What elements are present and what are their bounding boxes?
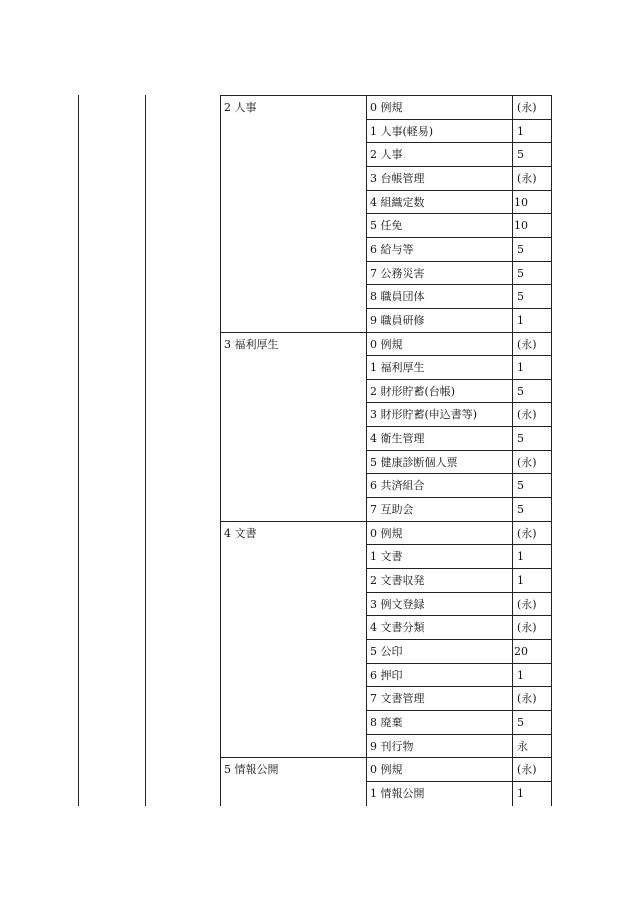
row-rule (366, 734, 551, 735)
item-label: 4 組織定数 (370, 195, 425, 209)
table-top-rule (220, 95, 551, 96)
retention-period: (永) (517, 171, 537, 185)
row-rule (366, 379, 551, 380)
section-rule (220, 521, 551, 522)
row-rule (366, 237, 551, 238)
row-rule (366, 426, 551, 427)
column-rule-left (78, 95, 79, 806)
item-label: 9 刊行物 (370, 739, 414, 753)
section-rule (220, 757, 551, 758)
column-rule (145, 95, 146, 806)
retention-period: 5 (517, 715, 524, 729)
row-rule (366, 450, 551, 451)
row-rule (366, 710, 551, 711)
item-label: 5 公印 (370, 644, 403, 658)
retention-period: 5 (517, 242, 524, 256)
retention-period: (永) (517, 692, 537, 706)
retention-period: (永) (517, 526, 537, 540)
retention-period: 5 (517, 266, 524, 280)
retention-period: 1 (517, 124, 524, 138)
item-label: 2 財形貯蓄(台帳) (370, 384, 456, 398)
row-rule (366, 473, 551, 474)
item-label: 0 例規 (370, 763, 403, 777)
retention-period: (永) (517, 101, 537, 114)
retention-period: 1 (517, 361, 524, 375)
retention-period: (永) (517, 597, 537, 611)
item-label: 1 文書 (370, 550, 403, 564)
retention-period: 5 (517, 290, 524, 304)
item-label: 6 共済組合 (370, 479, 425, 493)
row-rule (366, 190, 551, 191)
item-label: 1 人事(軽易) (370, 124, 434, 138)
row-rule (366, 497, 551, 498)
item-label: 6 押印 (370, 668, 403, 682)
retention-period: (永) (517, 455, 537, 469)
row-rule (366, 568, 551, 569)
row-rule (366, 639, 551, 640)
retention-period: 10 (514, 219, 528, 233)
row-rule (366, 166, 551, 167)
item-label: 5 任免 (370, 219, 403, 233)
row-rule (366, 544, 551, 545)
item-label: 6 給与等 (370, 242, 414, 256)
retention-period: (永) (517, 408, 537, 422)
section-rule (220, 332, 551, 333)
item-label: 2 文書収発 (370, 574, 425, 587)
item-label: 7 文書管理 (370, 692, 425, 706)
row-rule (366, 686, 551, 687)
retention-period: 1 (517, 313, 524, 327)
item-label: 4 衛生管理 (370, 432, 425, 446)
row-rule (366, 781, 551, 782)
column-rule-right (551, 95, 552, 806)
row-rule (366, 213, 551, 214)
item-label: 7 公務災害 (370, 266, 425, 280)
item-label: 7 互助会 (370, 503, 414, 517)
retention-period: 5 (517, 384, 524, 398)
retention-period: 1 (517, 786, 524, 800)
row-rule (366, 615, 551, 616)
item-label: 0 例規 (370, 337, 403, 351)
retention-period: 1 (517, 668, 524, 682)
item-label: 0 例規 (370, 101, 403, 114)
retention-period: 5 (517, 148, 524, 162)
row-rule (366, 592, 551, 593)
retention-period: 5 (517, 479, 524, 493)
retention-period: 1 (517, 574, 524, 587)
column-rule (220, 95, 221, 806)
item-label: 5 健康診断個人票 (370, 455, 458, 469)
item-label: 2 人事 (370, 148, 403, 162)
retention-period: 5 (517, 432, 524, 446)
retention-period: (永) (517, 337, 537, 351)
retention-period: 5 (517, 503, 524, 517)
row-rule (366, 261, 551, 262)
item-label: 4 文書分類 (370, 621, 425, 635)
retention-period: 10 (514, 195, 528, 209)
section-title: 2 人事 (224, 101, 257, 114)
row-rule (366, 308, 551, 309)
item-label: 1 情報公開 (370, 786, 425, 800)
item-label: 0 例規 (370, 526, 403, 540)
item-label: 9 職員研修 (370, 313, 425, 327)
retention-period: 20 (514, 644, 528, 658)
section-title: 3 福利厚生 (224, 337, 279, 351)
item-label: 3 例文登録 (370, 597, 425, 611)
section-title: 5 情報公開 (224, 763, 279, 777)
retention-period: 1 (517, 550, 524, 564)
row-rule (366, 142, 551, 143)
retention-period: 永 (517, 739, 528, 753)
row-rule (366, 355, 551, 356)
row-rule (366, 402, 551, 403)
retention-period: (永) (517, 621, 537, 635)
item-label: 3 台帳管理 (370, 171, 425, 185)
retention-period: (永) (517, 763, 537, 777)
row-rule (366, 663, 551, 664)
row-rule (366, 119, 551, 120)
item-label: 8 職員団体 (370, 290, 425, 304)
item-label: 8 廃棄 (370, 715, 403, 729)
item-label: 3 財形貯蓄(申込書等) (370, 408, 478, 422)
section-title: 4 文書 (224, 526, 257, 540)
row-rule (366, 284, 551, 285)
item-label: 1 福利厚生 (370, 361, 425, 375)
